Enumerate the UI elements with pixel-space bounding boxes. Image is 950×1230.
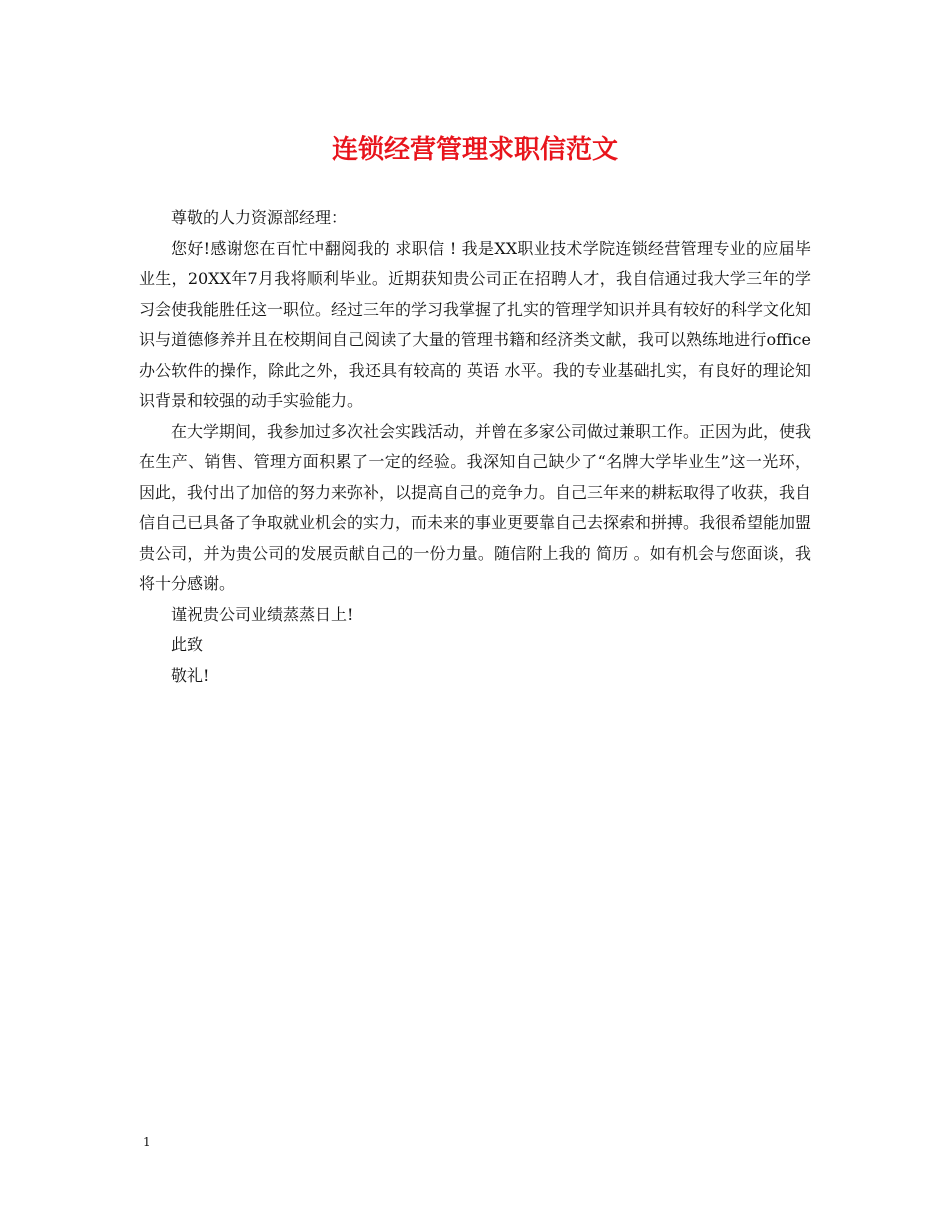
paragraph-experience: 在大学期间，我参加过多次社会实践活动，并曾在多家公司做过兼职工作。正因为此，使我在生产、销售、管理方面积累了一定的经验。我深知自己缺少了“名牌大学毕业生”这一光环，因此，我付出了加倍的努力来弥补，以提高自己的竞争力。自己三年来的耕耘取得了收获，我自信自己已具备了争取就业机会的实力，而未来的事业更要靠自己去探索和拼搏。我很希望能加盟贵公司，并为贵公司的发展贡献自己的一份力量。随信附上我的 简历 。如有机会与您面谈，我将十分感谢。 bbox=[139, 421, 812, 593]
closing-salute: 敬礼! bbox=[171, 665, 210, 685]
closing-wish: 谨祝贵公司业绩蒸蒸日上! bbox=[171, 604, 354, 624]
salutation: 尊敬的人力资源部经理： bbox=[171, 208, 348, 227]
closing-phrase: 此致 bbox=[171, 635, 204, 654]
document-title: 连锁经营管理求职信范文 bbox=[331, 135, 618, 165]
paragraph-intro: 您好!感谢您在百忙中翻阅我的 求职信 ! 我是XX职业技术学院连锁经营管理专业的应届毕业生，20XX年7月我将顺利毕业。近期获知贵公司正在招聘人才，我自信通过我大学三年的学习会使我能胜任这一职位。经过三年的学习我掌握了扎实的管理学知识并具有较好的科学文化知识与道德修养并且在校期间自己阅读了大量的管理书籍和经济类文献，我可以熟练地进行office办公软件的操作，除此之外，我还具有较高的 英语 水平。我的专业基础扎实，有良好的理论知识背景和较强的动手实验能力。 bbox=[139, 238, 812, 410]
letter-body bbox=[139, 203, 811, 691]
page-number: 1 bbox=[143, 1135, 151, 1149]
